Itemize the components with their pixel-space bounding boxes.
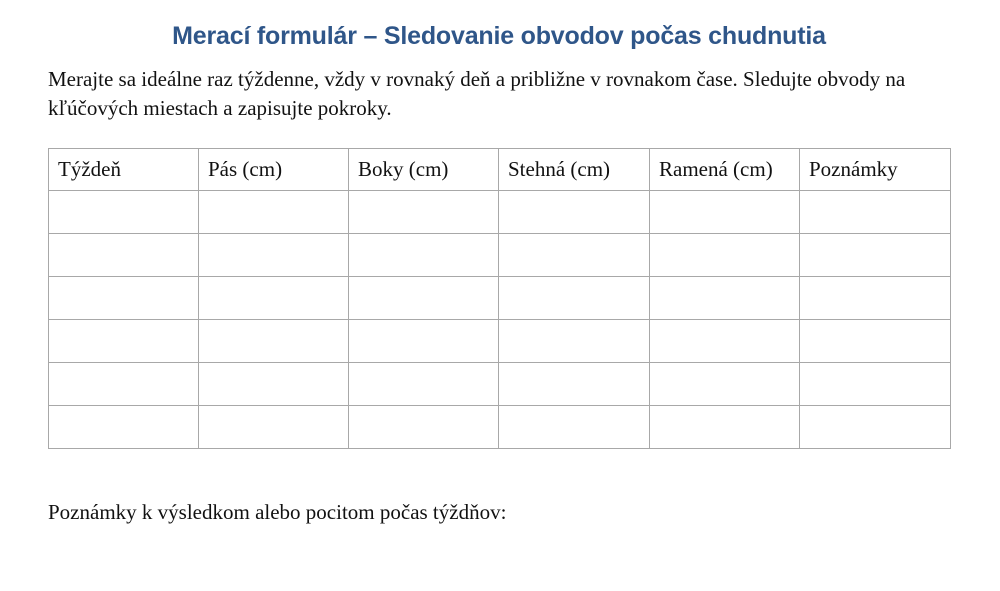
- table-cell[interactable]: [650, 191, 800, 234]
- table-cell[interactable]: [650, 406, 800, 449]
- table-cell[interactable]: [199, 191, 349, 234]
- measurement-table: [48, 148, 951, 449]
- table-row: [49, 406, 951, 449]
- table-cell[interactable]: [499, 363, 650, 406]
- table-cell[interactable]: [499, 277, 650, 320]
- table-cell[interactable]: [800, 277, 951, 320]
- table-cell[interactable]: [650, 277, 800, 320]
- table-cell[interactable]: [49, 320, 199, 363]
- table-header-row: [49, 149, 951, 191]
- table-cell[interactable]: [499, 234, 650, 277]
- notes-label: Poznámky k výsledkom alebo pocitom počas týždňov:: [48, 500, 507, 524]
- column-header-week: Týždeň: [49, 149, 199, 191]
- table-row: [49, 234, 951, 277]
- table-cell[interactable]: [49, 363, 199, 406]
- page-title: Merací formulár – Sledovanie obvodov počas chudnutia: [172, 22, 826, 50]
- table-cell[interactable]: [199, 363, 349, 406]
- table-cell[interactable]: [650, 234, 800, 277]
- table-cell[interactable]: [349, 234, 499, 277]
- table-cell[interactable]: [49, 191, 199, 234]
- table-cell[interactable]: [800, 234, 951, 277]
- table-row: [49, 320, 951, 363]
- table-row: [49, 363, 951, 406]
- table-cell[interactable]: [800, 406, 951, 449]
- table-cell[interactable]: [800, 320, 951, 363]
- column-header-waist: Pás (cm): [199, 149, 349, 191]
- table-cell[interactable]: [800, 363, 951, 406]
- table-cell[interactable]: [199, 277, 349, 320]
- table-cell[interactable]: [349, 320, 499, 363]
- table-cell[interactable]: [349, 191, 499, 234]
- column-header-hips: Boky (cm): [349, 149, 499, 191]
- table-row: [49, 277, 951, 320]
- table-cell[interactable]: [499, 406, 650, 449]
- table-cell[interactable]: [650, 363, 800, 406]
- table-cell[interactable]: [800, 191, 951, 234]
- table-cell[interactable]: [199, 406, 349, 449]
- table-cell[interactable]: [49, 234, 199, 277]
- table-cell[interactable]: [650, 320, 800, 363]
- table-cell[interactable]: [49, 277, 199, 320]
- table-cell[interactable]: [349, 406, 499, 449]
- column-header-shoulders: Ramená (cm): [650, 149, 800, 191]
- column-header-notes: Poznámky: [800, 149, 951, 191]
- table-row: [49, 191, 951, 234]
- table-cell[interactable]: [499, 320, 650, 363]
- table-cell[interactable]: [349, 363, 499, 406]
- measurement-table-container: [48, 148, 951, 449]
- column-header-thighs: Stehná (cm): [499, 149, 650, 191]
- table-cell[interactable]: [499, 191, 650, 234]
- intro-text: Merajte sa ideálne raz týždenne, vždy v rovnaký deň a približne v rovnakom čase. Sledujte obvody na kľúčových miestach a zapisujte pokroky.: [48, 67, 906, 120]
- table-cell[interactable]: [199, 234, 349, 277]
- table-cell[interactable]: [199, 320, 349, 363]
- table-cell[interactable]: [49, 406, 199, 449]
- table-cell[interactable]: [349, 277, 499, 320]
